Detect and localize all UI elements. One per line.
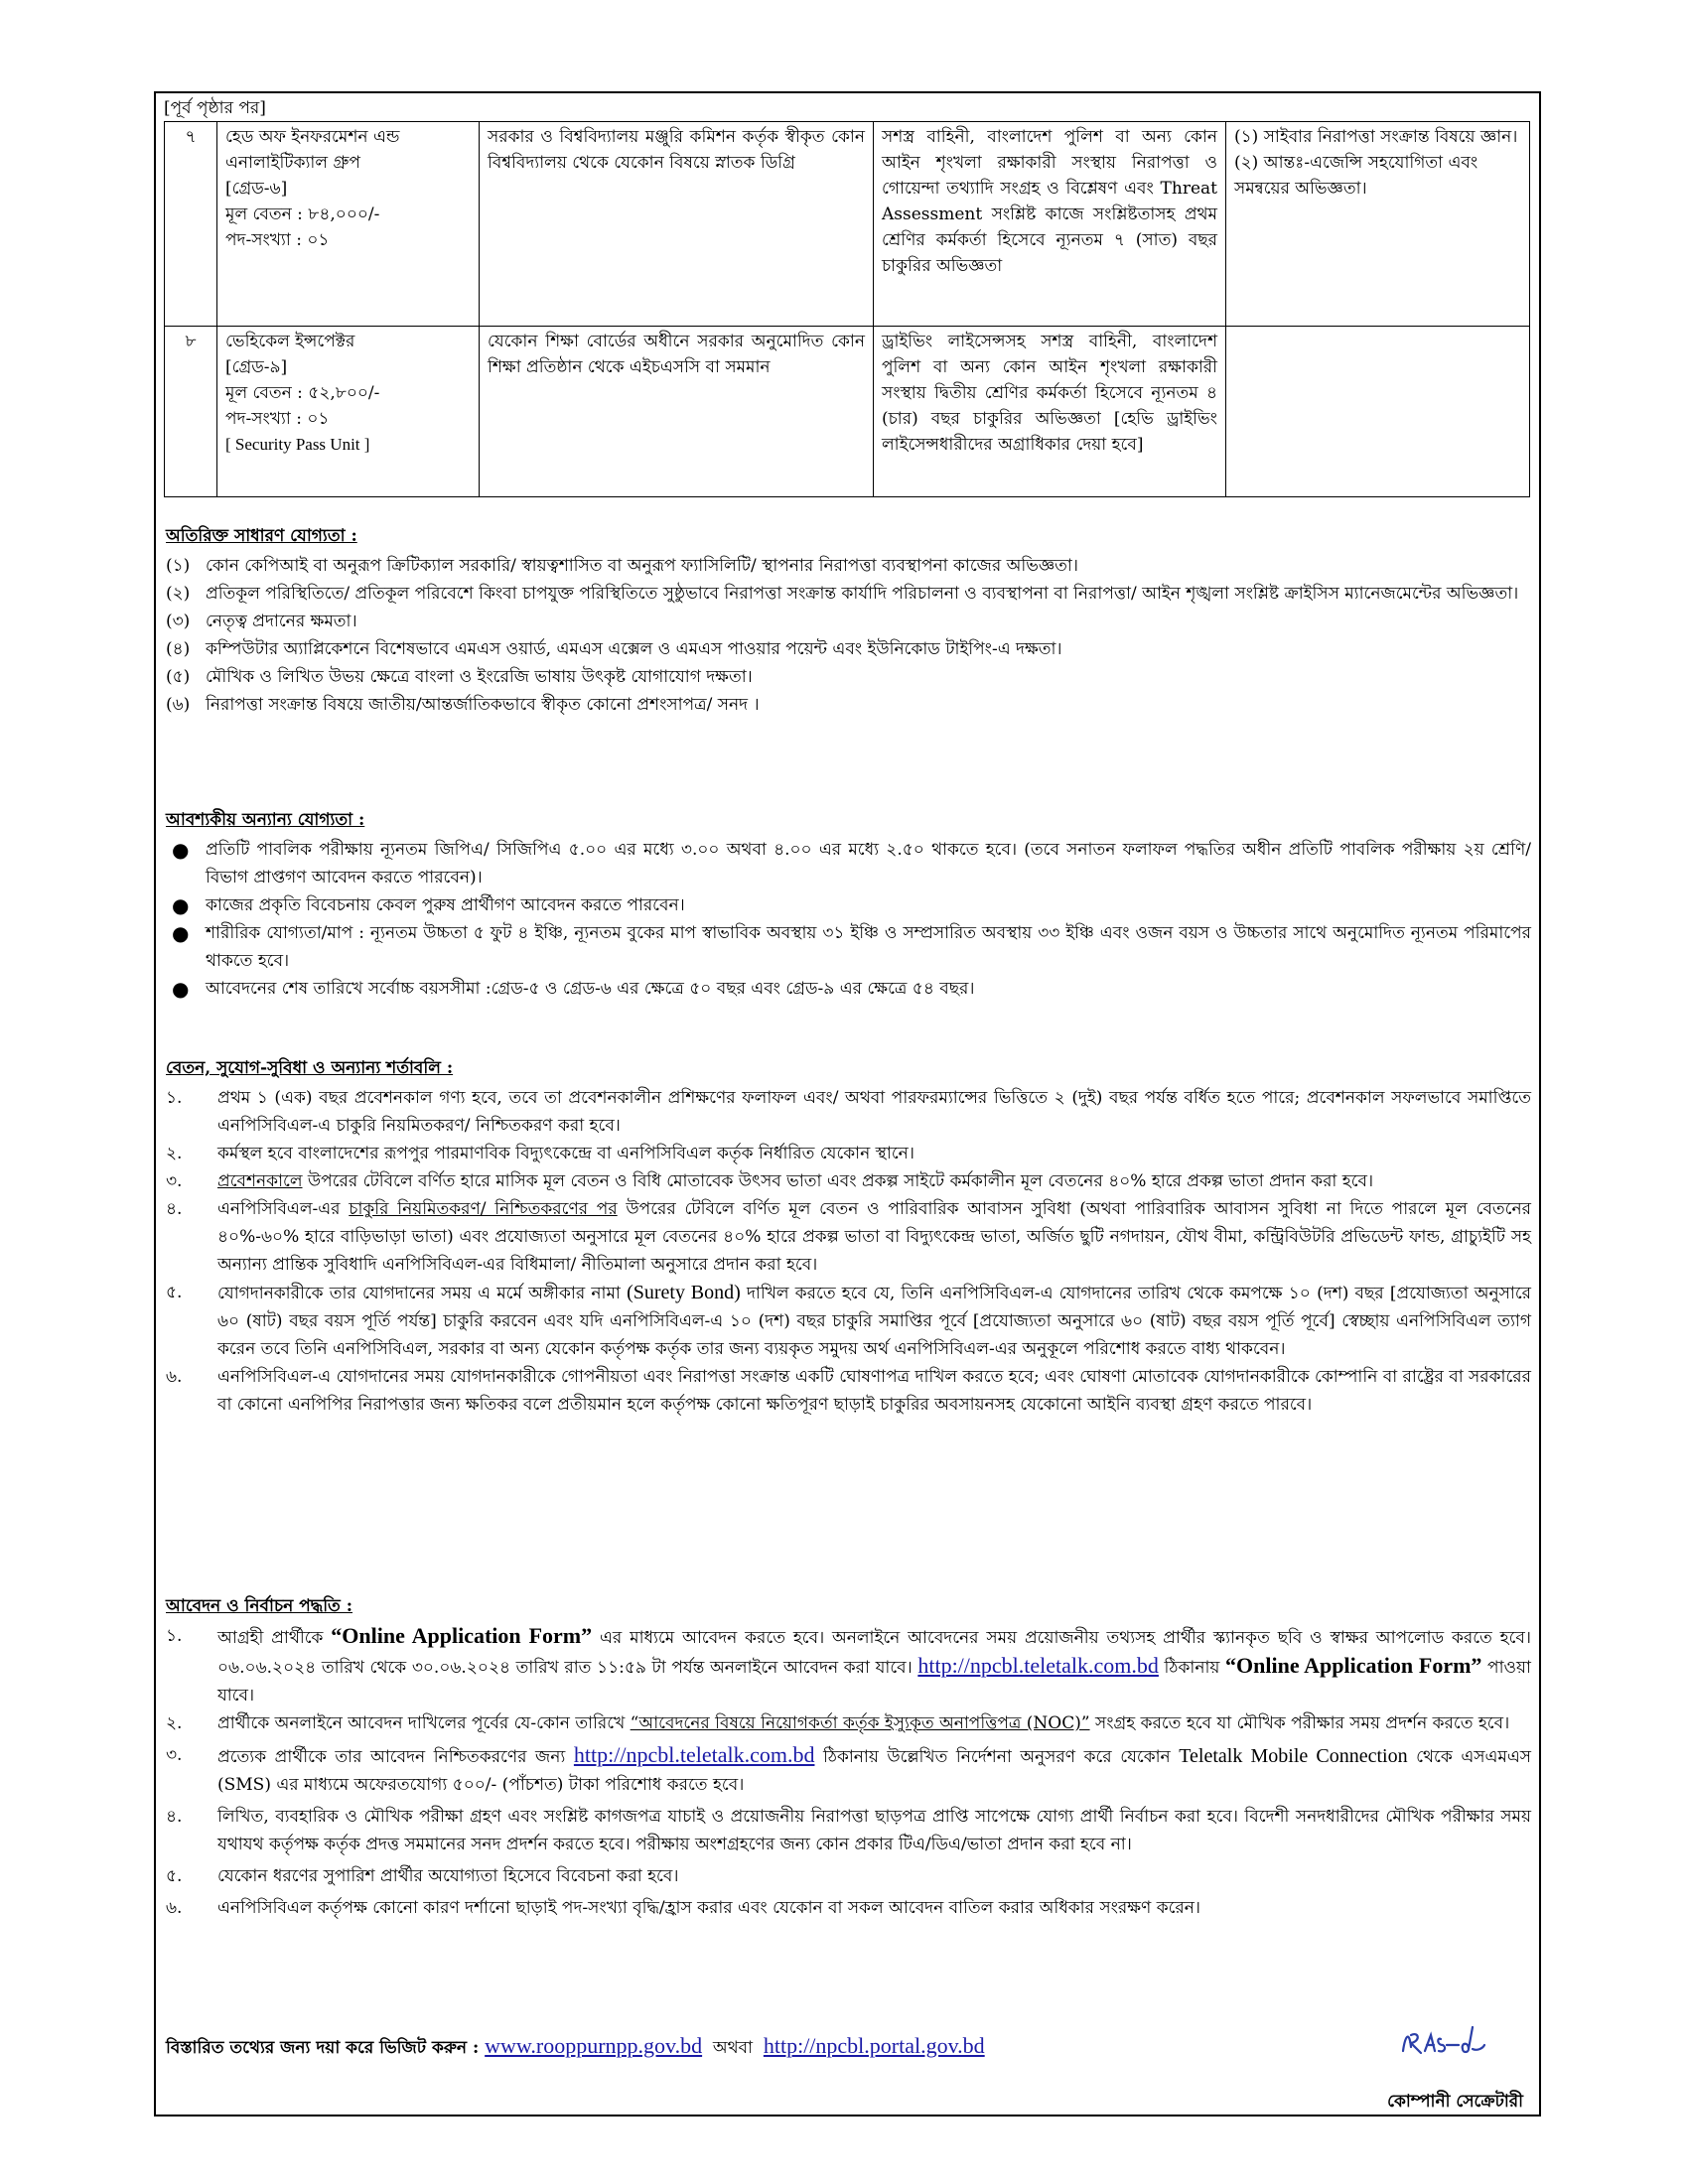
teletalk-link[interactable]: http://npcbl.teletalk.com.bd: [573, 1742, 815, 1767]
bullet-icon: ●: [172, 838, 190, 862]
post-title-cell: হেড অফ ইনফরমেশন এন্ড এনালাইটিক্যাল গ্রুপ [গ্রেড-৬] মূল বেতন : ৮৪,০০০/- পদ-সংখ্যা : ০১: [217, 122, 480, 327]
list-item: ৪. এনপিসিবিএল-এর চাকুরি নিয়মিতকরণ/ নিশ্চিতকরণের পর উপরের টেবিলে বর্ণিত মূল বেতন ও পারিবারিক আবাসন সুবিধা (অথবা পারিবারিক আবাসন সুবিধা না দিতে পারলে মূল বেতনের ৪০%-৬০% হারে বাড়িভাড়া ভাতা) এবং প্রযোজ্যতা অনুসারে মূল বেতনের ৪০% হারে প্রকল্প ভাতা বা বিদ্যুৎকেন্দ্র ভাতা, অর্জিত ছুটি নগদায়ন, যৌথ বীমা, কন্ট্রিবিউটরি প্রভিডেন্ট ফান্ড, গ্রাচ্যুইটি সহ অন্যান্য প্রান্তিক সুবিধাদি এনপিসিবিএল-এর বিধিমালা/ নীতিমালা অনুসারে প্রদান করা হবে।: [166, 1199, 1531, 1275]
list-item: ● শারীরিক যোগ্যতা/মাপ : ন্যূনতম উচ্চতা ৫ ফুট ৪ ইঞ্চি, ন্যূনতম বুকের মাপ স্বাভাবিক অবস্থায় ৩১ ইঞ্চি ও সম্প্রসারিত অবস্থায় ৩৩ ইঞ্চি এবং ওজন বয়স ও উচ্চতার সাথে অনুমোদিত ন্যূনতম পরিমাপের থাকতে হবে।: [166, 919, 1531, 975]
list-item: (৪) কম্পিউটার অ্যাপ্লিকেশনে বিশেষভাবে এমএস ওয়ার্ড, এমএস এক্সেল ও এমএস পাওয়ার পয়েন্ট এবং ইউনিকোড টাইপিং-এ দক্ষতা।: [166, 639, 1062, 659]
post-title-cell: ভেহিকেল ইন্সপেক্টর [গ্রেড-৯] মূল বেতন : ৫২,৮০০/- পদ-সংখ্যা : ০১ [ Security Pass Unit ]: [217, 327, 480, 497]
additional-qualifications-section: [166, 522, 1531, 719]
continuation-note: [পূর্ব পৃষ্ঠার পর]: [164, 98, 266, 118]
list-item: (২) প্রতিকূল পরিস্থিতিতে/ প্রতিকূল পরিবেশে কিংবা চাপযুক্ত পরিস্থিতিতে সুষ্ঠুভাবে নিরাপত্তা সংক্রান্ত কার্যাদি পরিচালনা ও ব্যবস্থাপনা বা নিরাপত্তা/ আইন শৃঙ্খলা সংশ্লিষ্ট ক্রাইসিস ম্যানেজমেন্টের অভিজ্ঞতা।: [166, 584, 1519, 604]
teletalk-link[interactable]: http://npcbl.teletalk.com.bd: [917, 1653, 1159, 1678]
required-qualifications-section: [166, 806, 1531, 1003]
visit-line: বিস্তারিত তথ্যের জন্য দয়া করে ভিজিট করুন : www.rooppurnpp.gov.bd অথবা http://npcbl.portal.gov.bd: [166, 2033, 985, 2058]
list-item: (৫) মৌখিক ও লিখিত উভয় ক্ষেত্রে বাংলা ও ইংরেজি ভাষায় উৎকৃষ্ট যোগাযোগ দক্ষতা।: [166, 667, 753, 687]
npcbl-portal-link[interactable]: http://npcbl.portal.gov.bd: [763, 2033, 985, 2058]
list-item: ৫. যেকোন ধরণের সুপারিশ প্রার্থীর অযোগ্যতা হিসেবে বিবেচনা করা হবে।: [166, 1866, 679, 1886]
list-item: ● প্রতিটি পাবলিক পরীক্ষায় ন্যূনতম জিপিএ/ সিজিপিএ ৫.০০ এর মধ্যে ৩.০০ অথবা ৪.০০ এর মধ্যে ২.৫০ থাকতে হবে। (তবে সনাতন ফলাফল পদ্ধতির অধীন প্রতিটি পাবলিক পরীক্ষায় ২য় শ্রেণি/ বিভাগ প্রাপ্তগণ আবেদন করতে পারবেন)।: [166, 836, 1531, 891]
section-heading: আবশ্যকীয় অন্যান্য যোগ্যতা :: [166, 810, 365, 830]
serial-cell: ৭: [165, 122, 217, 327]
list-item: ৪. লিখিত, ব্যবহারিক ও মৌখিক পরীক্ষা গ্রহণ এবং সংশ্লিষ্ট কাগজপত্র যাচাই ও প্রয়োজনীয় নিরাপত্তা ছাড়পত্র প্রাপ্তি সাপেক্ষে যোগ্য প্রার্থী নির্বাচন করা হবে। বিদেশী সনদধারীদের মৌখিক পরীক্ষার সময় যথাযথ কর্তৃপক্ষ কর্তৃক প্রদত্ত সমমানের সনদ প্রদর্শন করতে হবে। পরীক্ষায় অংশগ্রহণের জন্য কোন প্রকার টিএ/ডিএ/ভাতা প্রদান করা হবে না।: [166, 1807, 1531, 1854]
experience-cell: ড্রাইভিং লাইসেন্সসহ সশস্ত্র বাহিনী, বাংলাদেশ পুলিশ বা অন্য কোন আইন শৃংখলা রক্ষাকারী সংস্থায় দ্বিতীয় শ্রেণির কর্মকর্তা হিসেবে ন্যূনতম ৪ (চার) বছর চাকুরির অভিজ্ঞতা [হেভি ড্রাইভিং লাইসেন্সধারীদের অগ্রাধিকার দেয়া হবে]: [874, 327, 1226, 497]
section-heading: বেতন, সুযোগ-সুবিধা ও অন্যান্য শর্তাবলি :: [166, 1058, 454, 1078]
section-heading: অতিরিক্ত সাধারণ যোগ্যতা :: [166, 526, 357, 546]
document-page: [154, 91, 1541, 2116]
bullet-icon: ●: [172, 893, 190, 917]
bullet-icon: ●: [172, 977, 190, 1001]
serial-cell: ৮: [165, 327, 217, 497]
list-item: ১. আগ্রহী প্রার্থীকে “Online Application Form” এর মাধ্যমে আবেদন করতে হবে। অনলাইনে আবেদনের সময় প্রয়োজনীয় তথ্যসহ প্রার্থীর স্ক্যানকৃত ছবি ও স্বাক্ষর আপলোড করতে হবে। ০৬.০৬.২০২৪ তারিখ থেকে ৩০.০৬.২০২৪ তারিখ রাত ১১:৫৯ টা পর্যন্ত অনলাইনে আবেদন করা যাবে। http://npcbl.teletalk.com.bd ঠিকানায় “Online Application Form” পাওয়া যাবে।: [166, 1623, 1531, 1706]
list-item: ৫. যোগদানকারীকে তার যোগদানের সময় এ মর্মে অঙ্গীকার নামা (Surety Bond) দাখিল করতে হবে যে, তিনি এনপিসিবিএল-এ যোগদানের তারিখ থেকে কমপক্ষে ১০ (দশ) বছর [প্রযোজ্যতা অনুসারে ৬০ (ষাট) বছর বয়স পূর্তি পর্যন্ত] চাকুরি করবেন এবং যদি এনপিসিবিএল-এ ১০ (দশ) বছর চাকুরি সমাপ্তির পূর্বে [প্রযোজ্যতা অনুসারে ৬০ (ষাট) বছর বয়স পূর্তি পূর্বে] স্বেচ্ছায় এনপিসিবিএল ত্যাগ করেন তবে তিনি এনপিসিবিএল, সরকার বা অন্য যেকোন কর্তৃপক্ষ কর্তৃক তার জন্য ব্যয়কৃত সমুদয় অর্থ এনপিসিবিএল-এর অনুকূলে পরিশোধ করতে বাধ্য থাকবেন।: [166, 1282, 1531, 1359]
application-section: [166, 1592, 1531, 1922]
list-item: (৩) নেতৃত্ব প্রদানের ক্ষমতা।: [166, 612, 357, 631]
list-item: ৩. প্রত্যেক প্রার্থীকে তার আবেদন নিশ্চিতকরণের জন্য http://npcbl.teletalk.com.bd ঠিকানায় উল্লেখিত নির্দেশনা অনুসরণ করে যেকোন Teletalk Mobile Connection থেকে এসএমএস (SMS) এর মাধ্যমে অফেরতযোগ্য ৫০০/- (পাঁচশত) টাকা পরিশোধ করতে হবে।: [166, 1742, 1532, 1795]
table-row-post-8: [165, 327, 1530, 497]
education-cell: যেকোন শিক্ষা বোর্ডের অধীনে সরকার অনুমোদিত কোন শিক্ষা প্রতিষ্ঠান থেকে এইচএসসি বা সমমান: [480, 327, 874, 497]
list-item: ২. কর্মস্থল হবে বাংলাদেশের রূপপুর পারমাণবিক বিদ্যুৎকেন্দ্রে বা এনপিসিবিএল কর্তৃক নির্ধারিত যেকোন স্থানে।: [166, 1144, 914, 1163]
other-qualification-cell: (১) সাইবার নিরাপত্তা সংক্রান্ত বিষয়ে জ্ঞান। (২) আন্তঃ-এজেন্সি সহযোগিতা এবং সমন্বয়ের অভিজ্ঞতা।: [1226, 122, 1530, 327]
designation: কোম্পানী সেক্রেটারী: [1387, 2092, 1523, 2112]
signature: [1397, 2021, 1486, 2065]
salary-conditions-section: [166, 1054, 1531, 1419]
list-item: ● আবেদনের শেষ তারিখে সর্বোচ্চ বয়সসীমা :গ্রেড-৫ ও গ্রেড-৬ এর ক্ষেত্রে ৫০ বছর এবং গ্রেড-৯ এর ক্ষেত্রে ৫৪ বছর।: [166, 975, 1531, 1003]
list-item: ৬. এনপিসিবিএল-এ যোগদানের সময় যোগদানকারীকে গোপনীয়তা এবং নিরাপত্তা সংক্রান্ত একটি ঘোষণাপত্র দাখিল করতে হবে; এবং ঘোষণা মোতাবেক যোগদানকারীকে কোম্পানি বা রাষ্ট্রের বা সরকারের বা কোনো এনপিপির নিরাপত্তার জন্য ক্ষতিকর বলে প্রতীয়মান হলে কর্তৃপক্ষ কোনো ক্ষতিপূরণ ছাড়াই চাকুরির অবসায়নসহ যেকোনো আইনি ব্যবস্থা গ্রহণ করতে পারবে।: [166, 1367, 1531, 1415]
posts-table: [164, 121, 1530, 497]
list-item: ১. প্রথম ১ (এক) বছর প্রবেশনকাল গণ্য হবে, তবে তা প্রবেশনকালীন প্রশিক্ষণের ফলাফল এবং/ অথবা পারফরম্যান্সের ভিত্তিতে ২ (দুই) বছর পর্যন্ত বর্ধিত হতে পারে; প্রবেশনকাল সফলভাবে সমাপ্তিতে এনপিসিবিএল-এ চাকুরি নিয়মিতকরণ/ নিশ্চিতকরণ করা হবে।: [166, 1088, 1531, 1136]
experience-cell: সশস্ত্র বাহিনী, বাংলাদেশ পুলিশ বা অন্য কোন আইন শৃংখলা রক্ষাকারী সংস্থায় নিরাপত্তা ও গোয়েন্দা তথ্যাদি সংগ্রহ ও বিশ্লেষণ এবং Threat Assessment সংশ্লিষ্ট কাজে সংশ্লিষ্টতাসহ প্রথম শ্রেণির কর্মকর্তা হিসেবে ন্যূনতম ৭ (সাত) বছর চাকুরির অভিজ্ঞতা: [874, 122, 1226, 327]
list-item: ● কাজের প্রকৃতি বিবেচনায় কেবল পুরুষ প্রার্থীগণ আবেদন করতে পারবেন।: [166, 891, 1531, 919]
section-heading: আবেদন ও নির্বাচন পদ্ধতি :: [166, 1596, 353, 1616]
rooppur-link[interactable]: www.rooppurnpp.gov.bd: [485, 2033, 703, 2058]
list-item: (৬) নিরাপত্তা সংক্রান্ত বিষয়ে জাতীয়/আন্তর্জাতিকভাবে স্বীকৃত কোনো প্রশংসাপত্র/ সনদ ।: [166, 695, 760, 715]
list-item: ৩. প্রবেশনকালে উপরের টেবিলে বর্ণিত হারে মাসিক মূল বেতন ও বিধি মোতাবেক উৎসব ভাতা এবং প্রকল্প সাইটে কর্মকালীন মূল বেতনের ৪০% হারে প্রকল্প ভাতা প্রদান করা হবে।: [166, 1171, 1374, 1191]
other-qualification-cell: [1226, 327, 1530, 497]
table-row-post-7: [165, 122, 1530, 327]
list-item: ২. প্রার্থীকে অনলাইনে আবেদন দাখিলের পূর্বের যে-কোন তারিখে “আবেদনের বিষয়ে নিয়োগকর্তা কর্তৃক ইস্যুকৃত অনাপত্তিপত্র (NOC)” সংগ্রহ করতে হবে যা মৌখিক পরীক্ষার সময় প্রদর্শন করতে হবে।: [166, 1713, 1510, 1733]
education-cell: সরকার ও বিশ্ববিদ্যালয় মঞ্জুরি কমিশন কর্তৃক স্বীকৃত কোন বিশ্ববিদ্যালয় থেকে যেকোন বিষয়ে স্নাতক ডিগ্রি: [480, 122, 874, 327]
bullet-icon: ●: [172, 921, 190, 945]
list-item: (১) কোন কেপিআই বা অনুরূপ ক্রিটিক্যাল সরকারি/ স্বায়ত্বশাসিত বা অনুরূপ ফ্যাসিলিটি/ স্থাপনার নিরাপত্তা ব্যবস্থাপনা কাজের অভিজ্ঞতা।: [166, 556, 1078, 576]
list-item: ৬. এনপিসিবিএল কর্তৃপক্ষ কোনো কারণ দর্শানো ছাড়াই পদ-সংখ্যা বৃদ্ধি/হ্রাস করার এবং যেকোন বা সকল আবেদন বাতিল করার অধিকার সংরক্ষণ করেন।: [166, 1898, 1200, 1918]
